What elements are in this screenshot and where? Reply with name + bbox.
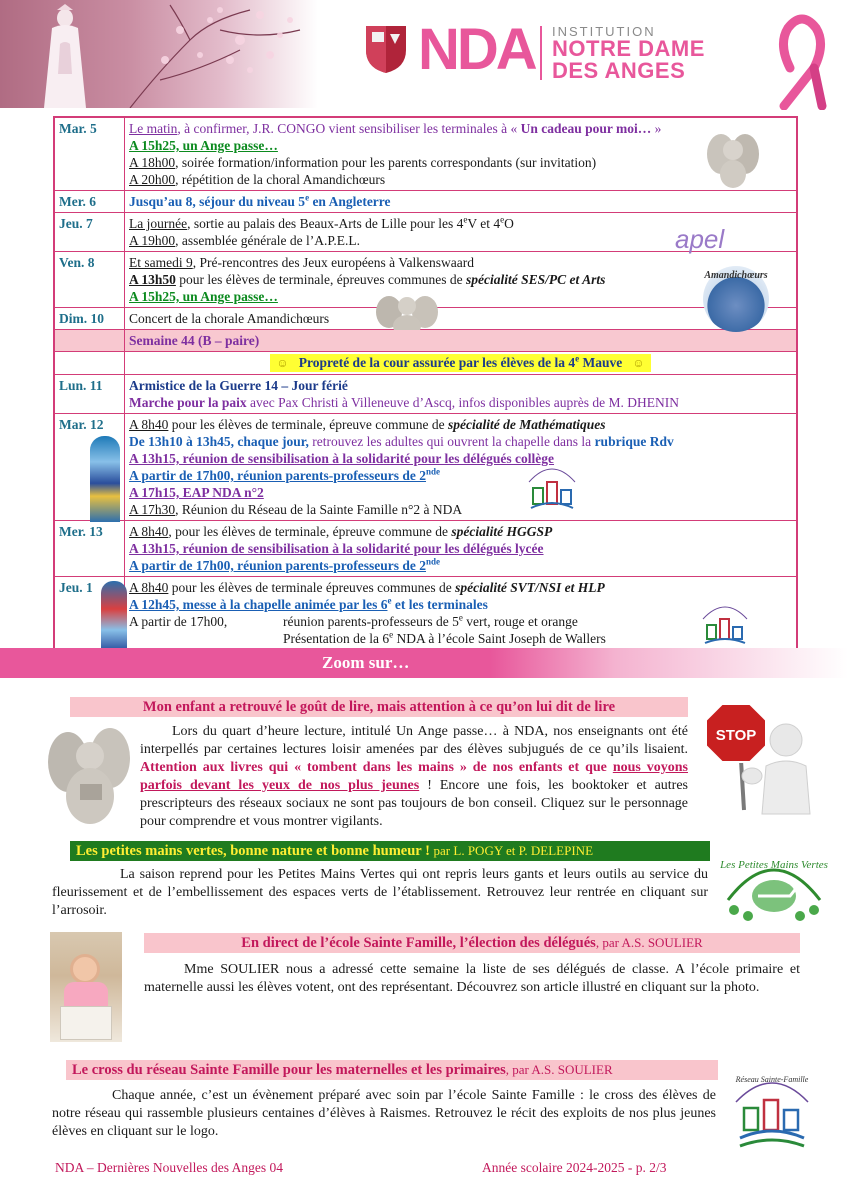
zoom-banner-fade [490,648,848,678]
reseau-sainte-famille-logo[interactable] [697,593,753,651]
superscript: nde [426,466,441,477]
agenda-row-mer6 [55,191,796,213]
event-time-link[interactable]: Le matin [129,121,178,136]
stop-sign-character-image[interactable] [700,700,820,820]
event-text: avec Pax Christi à Villeneuve d’Ascq, infos disponibles auprès de M. DHENIN [246,395,679,410]
rubrique-rdv-link[interactable]: rubrique Rdv [594,434,674,449]
event-title: A 13h15, réunion de sensibilisation à la solidarité pour les délégués collège [129,451,555,466]
blossom-tree-icon [120,0,318,108]
section-title-cross [66,1060,718,1080]
superscript: e [463,214,468,225]
event-text: , pour les élèves de terminale, épreuve commune de [168,524,452,539]
event-title: A partir de 17h00, réunion parents-professeurs de 2 [129,468,427,483]
superscript: e [305,192,310,203]
event-title: A 17h15, EAP NDA n°2 [129,485,264,500]
section-body-cross: Chaque année, c’est un évènement préparé avec soin par l’école Sainte Famille : le cross des élèves de notre réseau qui rassemble plusieurs centaines d’élèves à Raismes. Retrouvez le récit des exploits de nos plus jeunes élèves en cliquant sur le logo. [52,1088,716,1139]
virgin-statue-icon [42,4,88,108]
section-title-text: Le cross du réseau Sainte Famille pour les maternelles et les primaires [72,1062,506,1078]
school-crest-icon [364,24,408,74]
reseau-sainte-famille-logo[interactable] [730,1062,814,1152]
day-events [125,191,796,212]
un-ange-passe-link[interactable]: A 15h25, un Ange passe… [129,289,278,304]
event-specialty: spécialité SES/PC et Arts [466,272,606,287]
stained-glass-image [101,581,127,651]
event-specialty: spécialité HGGSP [451,524,553,539]
event-text: , sortie au palais des Beaux-Arts de Lille pour les 4 [187,216,464,231]
day-events [125,375,796,413]
institution-label: INSTITUTION [552,24,656,39]
event-specialty: spécialité de Mathématiques [448,417,606,432]
agenda-row-dim10 [55,308,796,330]
day-label: Mar. 5 [55,118,125,190]
body-emphasis: Attention aux livres qui « tombent dans les mains » de nos enfants et que [140,760,613,775]
section-body-lecture [140,723,688,831]
day-label: Lun. 11 [55,375,125,413]
week-cell [125,330,796,351]
week-label: Semaine 44 (B – paire) [129,333,260,348]
day-events [125,252,796,307]
event-text: pour les élèves de terminale, épreuve commune de [168,417,449,432]
footer-publication: NDA – Dernières Nouvelles des Anges 04 [55,1160,283,1175]
agenda-row-cleaning [55,352,796,375]
apel-logo[interactable]: apel [675,224,725,254]
day-label: Mar. 12 [55,414,125,520]
zoom-title: Zoom sur… [322,653,410,672]
day-events [125,521,796,576]
stained-glass-image [90,436,120,522]
footer-page-info: Année scolaire 2024-2025 - p. 2/3 [482,1160,667,1175]
superscript: nde [426,556,441,567]
section-author: , par A.S. SOULIER [505,1062,613,1077]
event-text: V et 4 [467,216,501,231]
event-title: Jusqu’au 8, séjour du niveau 5 [129,194,306,209]
event-text: réunion parents-professeurs de 5 [283,614,459,629]
day-label-empty [55,330,125,351]
amandichoeurs-logo-label: Amandichœurs [704,270,768,281]
stop-sign-text: STOP [715,727,757,744]
institution-name-line1: NOTRE DAME [552,36,705,61]
section-body-mains: La saison reprend pour les Petites Mains Vertes qui ont repris leurs gants et leurs outils au service du fleurissement et de l’embellissement des espaces verts de l’établissement. Retrouvez leur rentrée en cliquant sur l’arrosoir. [52,867,708,918]
event-title: A 13h15, réunion de sensibilisation à la solidarité pour les délégués lycée [129,541,544,556]
section-title-mains [70,841,710,861]
day-events [125,577,796,649]
event-text: , Pré-rencontres des Jeux européens à Valkenswaard [192,255,475,270]
event-text: retrouvez les adultes qui ouvrent la chapelle dans la [308,434,595,449]
section-title-lecture: Mon enfant a retrouvé le goût de lire, mais attention à ce qu’on lui dit de lire [70,697,688,717]
event-text: , répétition de la choral Amandichœurs [175,172,386,187]
event-time: A 8h40 [129,417,169,432]
event-text: , assemblée générale de l’A.P.E.L. [175,233,360,248]
section-body-direct: Mme SOULIER nous a adressé cette semaine la liste de ses délégués de classe. A l’école primaire et maternelle aussi les élèves votent, ont des représentant. Découvrez son article illustré en cliquant sur la photo. [144,962,800,995]
petites-mains-vertes-logo[interactable] [718,840,830,924]
event-text: Concert de la chorale Amandichœurs [129,311,330,326]
event-title: De 13h10 à 13h45, chaque jour, [129,434,309,449]
logo-separator [540,26,542,80]
body-text: Lors du quart d’heure lecture, intitulé Un Ange passe… à NDA, nos enseignants ont été interpellés par certaines lectures loisir amenées par des élèves subjugués de ce qu’ils lisaient. [140,724,688,757]
logo-label: Les Petites Mains Vertes [720,859,828,871]
agenda-table [53,116,798,652]
event-title: et les terminales [391,597,488,612]
event-time: A 19h00 [129,233,176,248]
section-title-text: En direct de l’école Sainte Famille, l’élection des délégués [241,935,596,951]
event-time: La journée [129,216,188,231]
day-label: Jeu. 1 [55,577,125,649]
event-title: en Angleterre [309,194,391,209]
body-text: ! Encore une fois, les booktoker et autres prescripteurs des réseaux sociaux ne sont pas toujours de bon conseil. Cliquez sur le personnage pour comprendre et vous montrer vigilants. [140,778,688,829]
section-author: , par A.S. SOULIER [595,935,703,950]
day-label: Jeu. 7 [55,213,125,251]
event-time: A 20h00 [129,172,176,187]
pink-ribbon-icon [770,14,834,110]
day-events [125,414,796,520]
school-election-photo[interactable] [50,932,122,1042]
agenda-row-jeu14 [55,577,796,650]
agenda-row-lun11 [55,375,796,414]
event-title: Marche pour la paix [129,395,247,410]
header-photo [0,0,318,108]
day-label-empty [55,352,125,374]
event-text: , à confirmer, J.R. CONGO vient sensibiliser les terminales à « [177,121,521,136]
event-time: Et samedi 9 [129,255,193,270]
zoom-banner-bg [0,648,490,678]
event-text: vert, rouge et orange [462,614,578,629]
event-text: NDA à l’école Saint Joseph de Wallers [393,631,606,646]
un-ange-passe-link[interactable]: A 15h25, un Ange passe… [129,138,278,153]
cleaning-text: Mauve [579,355,623,370]
institution-name-line2: DES ANGES [552,58,686,83]
ballot-box [60,1006,112,1040]
event-text: » [651,121,662,136]
event-time: A 8h40 [129,524,169,539]
event-text: , soirée formation/information pour les parents correspondants (sur invitation) [175,155,597,170]
event-text: pour les élèves de terminale, épreuves communes de [175,272,467,287]
event-text: O [504,216,514,231]
day-label: Dim. 10 [55,308,125,329]
event-time: A 8h40 [129,580,169,595]
day-label: Mer. 13 [55,521,125,576]
event-title: Un cadeau pour moi… [520,121,652,136]
child-head [70,954,100,984]
cleaning-text: Propreté de la cour assurée par les élèves de la 4 [298,355,576,370]
superscript: e [458,612,463,623]
nda-logo-text: NDA [418,17,535,82]
event-time: A 13h50 [129,272,176,287]
zoom-banner [0,648,848,678]
cleaning-duty-banner [270,354,650,372]
section-author: par L. POGY et P. DELEPINE [433,843,594,858]
event-time: A 17h30 [129,502,176,517]
day-events [125,308,796,329]
day-label: Mer. 6 [55,191,125,212]
event-time: A partir de 17h00, [129,614,228,629]
section-title-direct [144,933,800,953]
superscript: e [389,629,394,640]
event-text: , Réunion du Réseau de la Sainte Famille n°2 à NDA [175,502,463,517]
event-title: A 12h45, messe à la chapelle animée par les 6 [129,597,388,612]
day-label: Ven. 8 [55,252,125,307]
event-title: A partir de 17h00, réunion parents-professeurs de 2 [129,558,427,573]
event-text: Présentation de la 6 [283,631,390,646]
superscript: e [387,595,392,606]
day-events [125,118,796,190]
agenda-row-week [55,330,796,352]
reading-angel-image[interactable] [46,722,132,830]
event-text: pour les élèves de terminale épreuves communes de [168,580,456,595]
agenda-row-mar5 [55,118,796,191]
angel-statue-icon [705,132,761,190]
event-time: A 18h00 [129,155,176,170]
smiley-icon: ☺ [632,356,645,370]
logo-label: Réseau Sainte-Famille [735,1075,809,1084]
agenda-row-mar12 [55,414,796,521]
superscript: e [575,353,580,364]
superscript: e [500,214,505,225]
body-emphasis: nous voyons parfois devant les yeux de nos plus jeunes [140,760,688,793]
section-title-text: Les petites mains vertes, bonne nature et bonne humeur ! [76,843,434,859]
agenda-row-mer13 [55,521,796,577]
event-title: Armistice de la Guerre 14 – Jour férié [129,378,348,393]
reseau-sainte-famille-logo[interactable] [523,452,581,516]
smiley-icon: ☺ [276,356,289,370]
event-specialty: spécialité SVT/NSI et HLP [455,580,605,595]
page-header [0,0,848,108]
cleaning-cell [125,352,796,374]
